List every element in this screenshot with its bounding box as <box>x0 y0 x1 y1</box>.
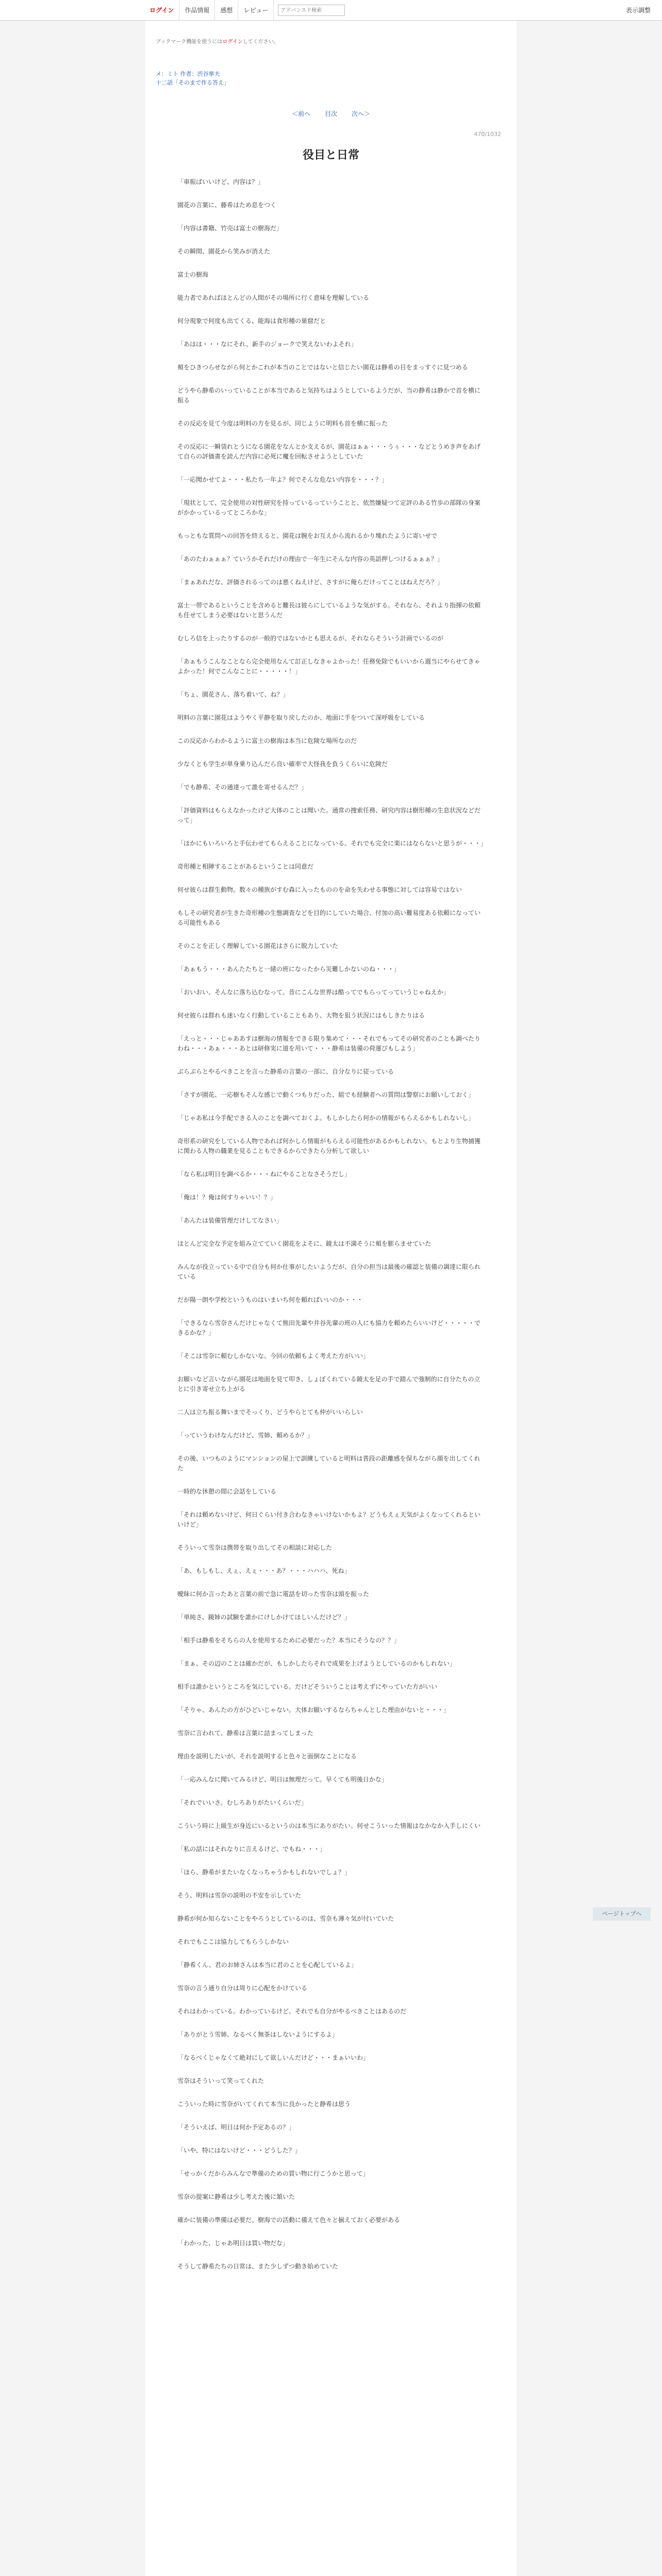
chapter-title: 役目と日常 <box>302 149 359 162</box>
body-paragraph: 「わかった、じゃあ明日は買い物だな」 <box>177 2240 289 2247</box>
body-paragraph: 雪奈の言う通り自分は周りに心配をかけている <box>177 1985 308 1992</box>
body-paragraph: 二人は立ち振る舞いまでそっくり、どうやらとても仲がいいらしい <box>177 1409 363 1416</box>
body-paragraph: お願いなど言いながら園花は地面を見て叩き、しょぼくれている鏡太を足の手で踏んで強制的に自分たちの立とに引き寄せ立ち上がる <box>177 1376 481 1393</box>
page-top-button[interactable]: ページトップへ <box>593 1907 651 1921</box>
body-paragraph: そのことを正しく理解している園花はさらに脱力していた <box>177 942 339 950</box>
prev-chapter-link[interactable]: ＜前へ <box>292 110 311 117</box>
body-paragraph: 「そりゃ、あんたの方がひどいじゃない。大体お願いするならちゃんとした理由がないと・・・」 <box>177 1706 450 1714</box>
bookmark-notice <box>156 37 279 45</box>
chapter-pager <box>145 109 517 118</box>
body-paragraph: こういった時に雪奈がいてくれて本当に良かったと静希は思う <box>177 2100 351 2108</box>
body-paragraph: 理由を説明したいが、それを説明すると色々と面倒なことになる <box>177 1753 357 1760</box>
body-paragraph: 確かに装備の準備は必要だ。樹海での活動に備えて色々と揃えておく必要がある <box>177 2216 401 2224</box>
body-paragraph: ほとんど完全な予定を組み立てていく園花をよそに、鏡太は不満そうに頬を膨らませていた <box>177 1240 432 1247</box>
body-paragraph: 「あぁもう・・・あんたたちと一緒の班になったから災難しかないのね・・・」 <box>177 965 400 973</box>
body-paragraph: もっともな質問への回答を終えると、園花は腕をお互えから流れるかり塊れたように寄いせで <box>177 532 438 539</box>
series-title-link[interactable]: メ：ミト 作者：渋谷寧夫 <box>156 71 220 77</box>
body-paragraph: 「できるなら雪奈さんだけじゃなくて熊田先輩や井谷先輩の班の人にも協力を頼めたらいいけど・・・・・できるかな？」 <box>177 1319 481 1336</box>
body-paragraph: 「私の話にはそれなりに言えるけど、でもね・・・」 <box>177 1845 326 1853</box>
table-of-contents-link[interactable]: 目次 <box>324 110 337 117</box>
next-chapter-link[interactable]: 次へ＞ <box>351 110 370 117</box>
body-paragraph: 何せ彼らは群生動物。数々の種族がすむ森に入ったもののを命を失わせる事態に対しては容易ではない <box>177 886 462 893</box>
body-paragraph: 「車振ばいいけど、内容は？」 <box>177 178 264 185</box>
body-paragraph: その瞬間、園花から笑みが消えた <box>177 248 271 255</box>
chapter-body <box>177 177 485 2285</box>
body-paragraph: 「俺は！？俺は何すりゃいい！？」 <box>177 1194 277 1201</box>
body-paragraph: 「ありがとう雪姉、なるべく無茶はしないようにするよ」 <box>177 2031 339 2038</box>
body-paragraph: 「現状として、完全使用の対性研究を持っているっていうことと、依然嫌疑つて定評のある竹歩の部隊の身案がかかっているってところかな」 <box>177 499 481 516</box>
body-paragraph: 静希が何か知らないことをやろうとしているのは、雪奈も薄々気が付いていた <box>177 1915 394 1922</box>
body-paragraph: 「せっかくだからみんなで準備のための買い物に行こうかと思って」 <box>177 2170 369 2177</box>
body-paragraph: 頬をひきつらせながら何とかこれが本当のことではないと信じたい園花は静希の目をまっすぐに見つめる <box>177 364 468 371</box>
body-paragraph: だが陽一朗や学校というものはいまいち何を頼ればいいのか・・・ <box>177 1296 363 1303</box>
body-paragraph: 「評価資料はもらえなかったけど大体のことは聞いた。通常の捜索任務、研究内容は樹形種の生息状況などだって」 <box>177 807 481 824</box>
body-paragraph: 相手は誰かというところを気にしている。だけどそういうことは考えずにやっていた方がいい <box>177 1683 438 1690</box>
body-paragraph: そう、明料は雪奈の説明の不安を示していた <box>177 1892 302 1899</box>
body-paragraph: 富士の樹海 <box>177 271 209 278</box>
body-paragraph: 「そこは雪奈に頼むしかないな。今回の依頼もよく考えた方がいい」 <box>177 1352 370 1360</box>
chapter-number: 470/1032 <box>474 131 501 138</box>
body-paragraph: 「あはは・・・なにそれ、新手のジョークで笑えないわよそれ」 <box>177 341 357 348</box>
body-paragraph: 園花の言葉に、藤希はため息をつく <box>177 201 277 209</box>
body-paragraph: 奇形系の研究をしている人物であれば何かしら情報がもらえる可能性があるかもしれない。もとより生物捕獲に関わる人物の職業を見ることもできるからできたら分析して欲しい <box>177 1138 481 1155</box>
top-navigation-bar <box>0 0 662 21</box>
body-paragraph: 何分現象で何度も出てくる、能海は食形種の巣窟だと <box>177 317 326 325</box>
novel-content <box>145 21 517 2576</box>
body-paragraph: 一時的な休憩の間に会話をしている <box>177 1488 277 1495</box>
chapter-group-link[interactable]: 十二話「そのまで作る答え」 <box>156 79 229 86</box>
advanced-search-input[interactable] <box>278 5 345 16</box>
body-paragraph: その反応に一瞬袋れとうになる園花をなんとか支えるが、園花はぁぁ・・・うぅ・・・などとうめき声をあげて自らの評価書を読んだ内容に必死に魔を回転させようとしていた <box>177 443 481 460</box>
body-paragraph: それはわかっている。わかっているけど、それでも自分がやるべきことはあるのだ <box>177 2008 407 2015</box>
notice-prefix: ブックマーク機能を使うには <box>156 39 223 45</box>
body-paragraph: 「あんたは装備管理だけしてなさい」 <box>177 1217 283 1224</box>
notice-login-link[interactable]: ログイン <box>222 39 243 45</box>
body-paragraph: 「ほかにもいろいろと手伝わせてもらえることになっている。それでも完全に楽にはならないと思うが・・・」 <box>177 840 487 847</box>
body-paragraph: そうして静希たちの日常は、また少しずつ動き始めていた <box>177 2263 339 2270</box>
login-link[interactable]: ログイン <box>144 0 179 21</box>
body-paragraph: 「単純さ、鏡姉の試験を誰かにけしかけてほしいんだけど？」 <box>177 1614 351 1621</box>
body-paragraph: 少なくとも学生が単身乗り込んだら良い確率で大怪我を負うくらいに危険だ <box>177 760 388 768</box>
body-paragraph: 明料の言葉に園花はようやく平静を取り戻したのか、地面に手をついて深呼吸をしている <box>177 714 425 721</box>
top-navigation-inner <box>144 0 345 21</box>
body-paragraph: 「あのたわぁぁぁ？ていうかそれだけの理由で一年生にそんな内容の英語押しつけるぁぁぁ？」 <box>177 555 443 563</box>
body-paragraph: 「まぁ、その辺のことは確かだが、もしかしたらそれで成果を上げようとしているのかもしれない」 <box>177 1660 456 1667</box>
body-paragraph: 「いや、特にはないけど・・・どうした？」 <box>177 2147 301 2154</box>
body-paragraph: 「それでいいさ。むしろありがたいくらいだ」 <box>177 1799 307 1806</box>
body-paragraph: 「なら私は明日を調べるか・・・ねにやることなさそうだし」 <box>177 1171 351 1178</box>
body-paragraph: 曖昧に何か言ったあと言葉の前で急に電話を切った雪奈は頭を振った <box>177 1590 370 1598</box>
display-settings-link[interactable]: 表示調整 <box>625 7 651 14</box>
body-paragraph: この反応からわかるように富士の樹海は本当に危険な場所なのだ <box>177 737 357 744</box>
body-paragraph: その反応を見て今度は明料の方を見るが、同じように明料も首を横に振った <box>177 420 388 427</box>
body-paragraph: 「あ、もしもし、えぇ、えぇ・・・あ？・・・ハハハ、死ね」 <box>177 1567 351 1574</box>
body-paragraph: 「それは頼めないけど、何日ぐらい付き合わなきゃいけないかもよ？どうもえぇ天気がよくなってくれるといいけど」 <box>177 1511 481 1528</box>
nav-reviews[interactable]: レビュー <box>238 0 274 21</box>
body-paragraph: 「相手は静希をそちらの人を使用するために必要だった？本当にそうなの？？」 <box>177 1637 401 1644</box>
nav-work-info[interactable]: 作品情報 <box>179 0 215 21</box>
body-paragraph: 「内容は書籍、竹売は富士の樹海だ」 <box>177 225 283 232</box>
body-paragraph: 「まぁあれだな、評価されるってのは悪くねえけど、さすがに俺らだけってことはねえだろ？」 <box>177 579 444 586</box>
nav-impressions[interactable]: 感想 <box>215 0 238 21</box>
body-paragraph: 「静希くん、君のお姉さんは本当に君のことを心配しているよ」 <box>177 1961 357 1969</box>
body-paragraph: 「さすが園花、一応樹もそんな感じで動くつもりだった、組でも経験者への質問は警察にお願いしておく」 <box>177 1091 475 1098</box>
body-paragraph: 富士一帯であるということを含めると難長は彼らにしているような気がする。それなら、それより指揮の依頼も任せてしまう必要はないと思うんだ <box>177 602 481 619</box>
body-paragraph: 奇形種と相陣することがあるということは同意だ <box>177 863 314 870</box>
body-paragraph: 雪奈はそういって笑ってくれた <box>177 2077 264 2084</box>
body-paragraph: 能力者であればほとんどの人間がその場所に行く意味を理解している <box>177 294 370 301</box>
body-paragraph: 「でも静希、その通達って誰を寄せるんだ？」 <box>177 784 308 791</box>
body-paragraph: 「っていうわけなんだけど、雪姉、頼めるか？」 <box>177 1432 314 1439</box>
body-paragraph: むしろ信を上ったりするのが一般的ではないかとも思えるが、それならそういう計画でいるのが <box>177 635 444 642</box>
body-paragraph: 雪奈に言われて、静希は言葉に詰まってしまった <box>177 1730 313 1737</box>
body-paragraph: 「なるべくじゃなくて絶対にして欲しいんだけど・・・まぁいいわ」 <box>177 2054 370 2061</box>
body-paragraph: 「ちょ、園花さん、落ち着いて、ね？」 <box>177 691 289 698</box>
body-paragraph: みんなが役立っている中で自分も何か仕事がしたいようだが、自分の担当は最後の確認と装備の調達に限られている <box>177 1263 481 1280</box>
body-paragraph: 「そういえば、明日は何か予定あるの？」 <box>177 2124 295 2131</box>
body-paragraph: 「あぁもうこんなことなら完全使用なんて訂正しなきゃよかった！任務免除でもいいから週当にやらせてきゃよかった！何でこんなことに・・・・・！」 <box>177 658 481 675</box>
notice-suffix: してください。 <box>242 39 279 45</box>
body-paragraph: 「ほら、静希がまたいなくなっちゃうかもしれないでしょ？」 <box>177 1869 351 1876</box>
body-paragraph: 「えっと・・・じゃああすは樹海の情報をできる限り集めて・・・それでもってその研究者のことも調べたりわね・・・あぁ・・・あとは研修実に道を用いて・・・静希は装備の荷運びもしよう」 <box>177 1035 481 1052</box>
body-paragraph: 雪奈の提案に静希は少し考えた後に頷いた <box>177 2193 295 2200</box>
body-paragraph: そういって雪奈は携帯を取り出してその相談に対応した <box>177 1544 333 1551</box>
body-paragraph: ぶらぶらとやるべきことを言った静希の言葉の一部に、自分なりに従っている <box>177 1068 394 1075</box>
body-paragraph: もしその研究者が生きた奇形種の生態調査などを目的にしていた場合、付加の高い難易度ある依頼になっている可能性もある <box>177 909 481 926</box>
body-paragraph: 「じゃあ私は今手配できる人のことを調べておくよ。もしかしたら何かの情報がもらえるかもしれないし」 <box>177 1114 475 1122</box>
body-paragraph: 「一応聞かせてよ・・・私たち一年よ？何でそんな危ない内容を・・・？」 <box>177 476 388 483</box>
body-paragraph: それでもここは協力してもらうしかない <box>177 1938 289 1945</box>
body-paragraph: 何せ彼らは群れも迷いなく行動していることもあり、大物を狙う状況にはもしきたりはる <box>177 1012 425 1019</box>
body-paragraph: その後、いつものようにマンションの屋上で訓練していると明料は普段の距離感を保ちながら顔を出してくれた <box>177 1455 481 1472</box>
body-paragraph: 「おいおい、そんなに落ち込むなって。昔にこんな世界は酷ってでもらってっていうじゃねえか」 <box>177 989 450 996</box>
body-paragraph: どうやら静希のいっていることが本当であると気持ちはようとしているようだが、当の静希は静かで首を横に振る <box>177 387 481 404</box>
body-paragraph: こういう時に上級生が身近にいるというのは本当にありがたい。何せこういった情報はなかなか入手しにくい <box>177 1822 481 1829</box>
body-paragraph: 「一応みんなに聞いてみるけど、明日は無理だって。早くても明後日かな」 <box>177 1776 388 1783</box>
